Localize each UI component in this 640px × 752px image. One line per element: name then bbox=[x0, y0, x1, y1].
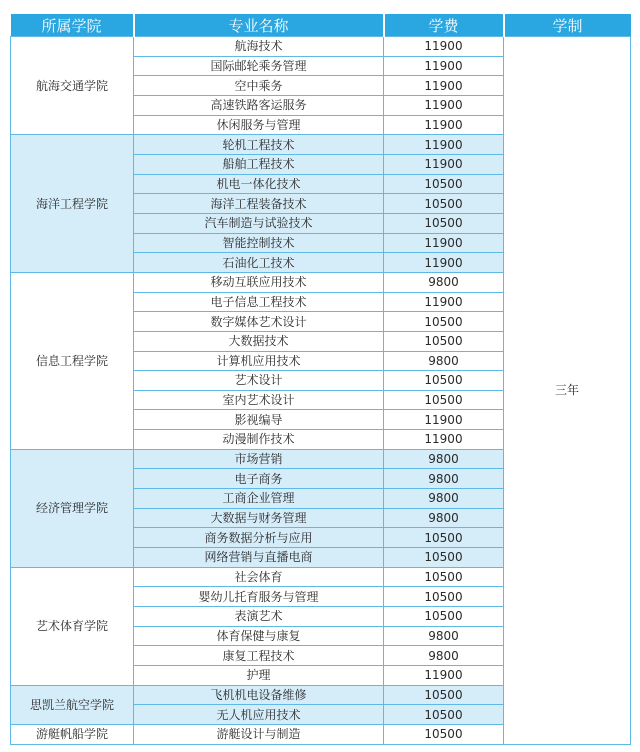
major-name-cell: 移动互联应用技术 bbox=[134, 272, 384, 292]
table-header bbox=[11, 14, 631, 37]
major-name-cell: 室内艺术设计 bbox=[134, 390, 384, 410]
fee-cell: 11900 bbox=[384, 115, 504, 135]
fee-cell: 11900 bbox=[384, 430, 504, 450]
major-name-cell: 艺术设计 bbox=[134, 371, 384, 391]
major-name-cell: 市场营销 bbox=[134, 449, 384, 469]
major-name-cell: 表演艺术 bbox=[134, 607, 384, 627]
major-name-cell: 计算机应用技术 bbox=[134, 351, 384, 371]
fee-cell: 9800 bbox=[384, 508, 504, 528]
major-name-cell: 体育保健与康复 bbox=[134, 626, 384, 646]
header-fee: 学费 bbox=[384, 14, 504, 37]
fee-cell: 11900 bbox=[384, 666, 504, 686]
fee-cell: 11900 bbox=[384, 292, 504, 312]
fee-cell: 9800 bbox=[384, 351, 504, 371]
major-name-cell: 工商企业管理 bbox=[134, 489, 384, 509]
major-name-cell: 社会体育 bbox=[134, 567, 384, 587]
major-name-cell: 数字媒体艺术设计 bbox=[134, 312, 384, 332]
fee-cell: 10500 bbox=[384, 194, 504, 214]
fee-cell: 10500 bbox=[384, 213, 504, 233]
major-name-cell: 飞机机电设备维修 bbox=[134, 685, 384, 705]
fee-cell: 11900 bbox=[384, 154, 504, 174]
fee-cell: 11900 bbox=[384, 76, 504, 96]
major-name-cell: 电子商务 bbox=[134, 469, 384, 489]
fee-cell: 10500 bbox=[384, 567, 504, 587]
table-body bbox=[11, 37, 631, 745]
header-major: 专业名称 bbox=[134, 14, 384, 37]
major-name-cell: 汽车制造与试验技术 bbox=[134, 213, 384, 233]
major-name-cell: 大数据技术 bbox=[134, 331, 384, 351]
school-name-cell: 海洋工程学院 bbox=[11, 135, 134, 273]
fee-cell: 9800 bbox=[384, 626, 504, 646]
major-name-cell: 船舶工程技术 bbox=[134, 154, 384, 174]
school-name-cell: 航海交通学院 bbox=[11, 37, 134, 135]
fee-cell: 11900 bbox=[384, 95, 504, 115]
fee-cell: 9800 bbox=[384, 489, 504, 509]
table-row bbox=[11, 37, 631, 57]
fee-cell: 11900 bbox=[384, 135, 504, 155]
major-name-cell: 轮机工程技术 bbox=[134, 135, 384, 155]
fee-cell: 10500 bbox=[384, 724, 504, 744]
fee-cell: 10500 bbox=[384, 685, 504, 705]
major-name-cell: 动漫制作技术 bbox=[134, 430, 384, 450]
fee-cell: 10500 bbox=[384, 587, 504, 607]
fee-cell: 9800 bbox=[384, 272, 504, 292]
fee-cell: 10500 bbox=[384, 705, 504, 725]
fee-cell: 10500 bbox=[384, 607, 504, 627]
duration-cell: 三年 bbox=[504, 37, 631, 745]
fee-cell: 11900 bbox=[384, 37, 504, 57]
major-name-cell: 网络营销与直播电商 bbox=[134, 548, 384, 568]
fee-cell: 9800 bbox=[384, 449, 504, 469]
major-name-cell: 游艇设计与制造 bbox=[134, 724, 384, 744]
fee-cell: 10500 bbox=[384, 528, 504, 548]
major-name-cell: 商务数据分析与应用 bbox=[134, 528, 384, 548]
major-name-cell: 休闲服务与管理 bbox=[134, 115, 384, 135]
major-name-cell: 康复工程技术 bbox=[134, 646, 384, 666]
major-name-cell: 婴幼儿托育服务与管理 bbox=[134, 587, 384, 607]
major-name-cell: 影视编导 bbox=[134, 410, 384, 430]
fee-cell: 11900 bbox=[384, 233, 504, 253]
tuition-table bbox=[10, 14, 631, 745]
major-name-cell: 大数据与财务管理 bbox=[134, 508, 384, 528]
school-name-cell: 艺术体育学院 bbox=[11, 567, 134, 685]
header-duration: 学制 bbox=[504, 14, 631, 37]
major-name-cell: 机电一体化技术 bbox=[134, 174, 384, 194]
fee-cell: 10500 bbox=[384, 331, 504, 351]
major-name-cell: 航海技术 bbox=[134, 37, 384, 57]
school-name-cell: 思凯兰航空学院 bbox=[11, 685, 134, 724]
fee-cell: 9800 bbox=[384, 646, 504, 666]
fee-cell: 10500 bbox=[384, 174, 504, 194]
major-name-cell: 智能控制技术 bbox=[134, 233, 384, 253]
major-name-cell: 国际邮轮乘务管理 bbox=[134, 56, 384, 76]
major-name-cell: 空中乘务 bbox=[134, 76, 384, 96]
major-name-cell: 电子信息工程技术 bbox=[134, 292, 384, 312]
fee-cell: 11900 bbox=[384, 56, 504, 76]
school-name-cell: 游艇帆船学院 bbox=[11, 724, 134, 744]
fee-cell: 11900 bbox=[384, 410, 504, 430]
major-name-cell: 海洋工程装备技术 bbox=[134, 194, 384, 214]
tuition-table-container bbox=[10, 14, 630, 745]
fee-cell: 11900 bbox=[384, 253, 504, 273]
school-name-cell: 经济管理学院 bbox=[11, 449, 134, 567]
header-school: 所属学院 bbox=[11, 14, 134, 37]
fee-cell: 9800 bbox=[384, 469, 504, 489]
fee-cell: 10500 bbox=[384, 371, 504, 391]
school-name-cell: 信息工程学院 bbox=[11, 272, 134, 449]
major-name-cell: 石油化工技术 bbox=[134, 253, 384, 273]
fee-cell: 10500 bbox=[384, 312, 504, 332]
major-name-cell: 高速铁路客运服务 bbox=[134, 95, 384, 115]
major-name-cell: 无人机应用技术 bbox=[134, 705, 384, 725]
fee-cell: 10500 bbox=[384, 548, 504, 568]
fee-cell: 10500 bbox=[384, 390, 504, 410]
major-name-cell: 护理 bbox=[134, 666, 384, 686]
header-row bbox=[11, 14, 631, 37]
